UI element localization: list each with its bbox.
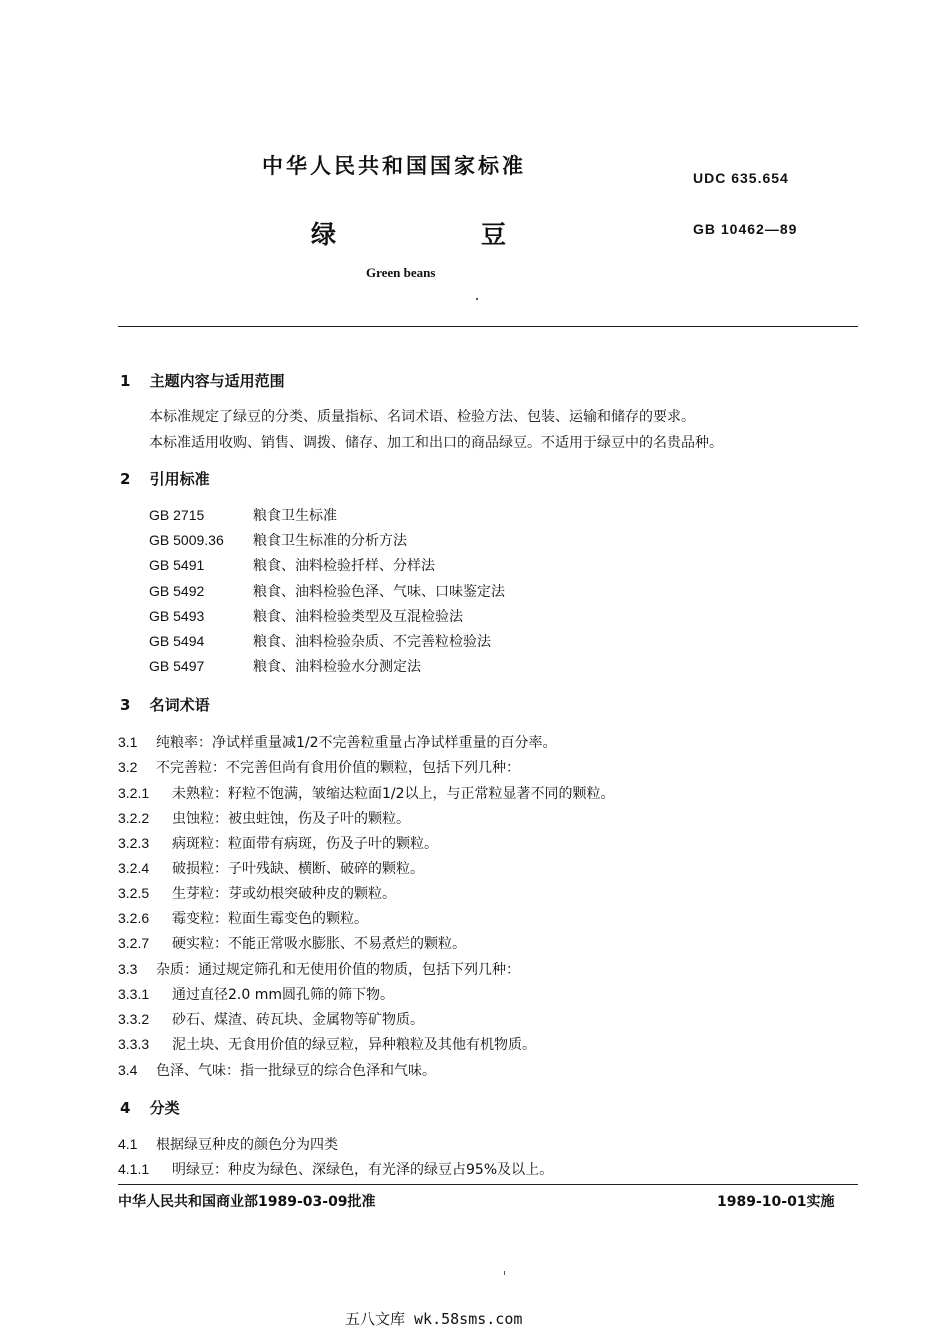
footer-rule — [118, 1184, 858, 1185]
term-row — [118, 1009, 424, 1029]
term-row — [118, 808, 410, 828]
section-3-heading — [120, 694, 210, 715]
section-title: 分类 — [149, 1099, 180, 1117]
section-number: 1 — [120, 372, 131, 390]
reference-row — [149, 581, 505, 601]
class-number: 4.1 — [118, 1136, 138, 1152]
class-text: 根据绿豆种皮的颜色分为四类 — [156, 1137, 338, 1153]
term-row — [118, 732, 557, 752]
reference-code: GB 2715 — [149, 507, 205, 523]
reference-category: 粮食、油料检验 — [253, 634, 351, 650]
term-number: 3.2.4 — [118, 860, 150, 876]
term-text: 破损粒：子叶残缺、横断、破碎的颗粒。 — [172, 861, 424, 877]
term-row — [118, 783, 615, 803]
reference-row — [149, 631, 491, 651]
term-text: 砂石、煤渣、砖瓦块、金属物等矿物质。 — [172, 1012, 424, 1028]
term-number: 3.2.7 — [118, 935, 150, 951]
class-number: 4.1.1 — [118, 1161, 150, 1177]
term-row — [118, 984, 394, 1004]
term-row — [118, 833, 438, 853]
section-title: 引用标准 — [149, 470, 210, 488]
term-row — [118, 858, 424, 878]
reference-code: GB 5493 — [149, 608, 205, 624]
section-number: 3 — [120, 696, 131, 714]
watermark: 五八文库 wk.58sms.com — [345, 1310, 523, 1328]
term-row — [118, 908, 368, 928]
class-text: 明绿豆：种皮为绿色、深绿色，有光泽的绿豆占95%及以上。 — [172, 1162, 554, 1178]
term-row — [118, 933, 466, 953]
scan-speck — [476, 298, 478, 300]
term-number: 3.2.5 — [118, 885, 150, 901]
approval-line: 中华人民共和国商业部1989-03-09批准 — [118, 1194, 376, 1210]
section-4-heading — [120, 1097, 180, 1118]
reference-row — [149, 555, 435, 575]
header-rule — [118, 326, 858, 327]
term-text: 未熟粒：籽粒不饱满，皱缩达粒面1/2以上，与正常粒显著不同的颗粒。 — [172, 786, 615, 802]
term-text: 泥土块、无食用价值的绿豆粒，异种粮粒及其他有机物质。 — [172, 1037, 536, 1053]
term-row — [118, 883, 396, 903]
effective-date: 1989-10-01实施 — [717, 1194, 835, 1210]
section-number: 2 — [120, 470, 131, 488]
term-number: 3.2 — [118, 759, 138, 775]
reference-method: 色泽、气味、口味鉴定法 — [351, 584, 505, 600]
term-text: 通过直径2.0 mm圆孔筛的筛下物。 — [172, 987, 394, 1003]
term-number: 3.2.1 — [118, 785, 150, 801]
paragraph: 本标准适用收购、销售、调拨、储存、加工和出口的商品绿豆。不适用于绿豆中的名贵品种。 — [149, 435, 723, 451]
term-row — [118, 757, 520, 777]
doc-title-left: 绿 — [311, 220, 337, 249]
reference-category: 粮食、油料检验 — [253, 609, 351, 625]
term-number: 3.3.3 — [118, 1036, 150, 1052]
reference-code: GB 5492 — [149, 583, 205, 599]
term-number: 3.3 — [118, 961, 138, 977]
term-text: 生芽粒：芽或幼根突破种皮的颗粒。 — [172, 886, 396, 902]
term-text: 纯粮率：净试样重量减1/2不完善粒重量占净试样重量的百分率。 — [156, 735, 557, 751]
section-2-heading — [120, 468, 210, 489]
term-text: 霉变粒：粒面生霉变色的颗粒。 — [172, 911, 368, 927]
term-number: 3.2.6 — [118, 910, 150, 926]
gb-code: GB 10462—89 — [693, 221, 798, 237]
org-title: 中华人民共和国国家标准 — [262, 154, 526, 178]
term-number: 3.2.2 — [118, 810, 150, 826]
paragraph: 本标准规定了绿豆的分类、质量指标、名词术语、检验方法、包装、运输和储存的要求。 — [149, 409, 695, 425]
section-1-heading — [120, 370, 285, 391]
reference-category: 粮食、油料检验 — [253, 659, 351, 675]
term-number: 3.4 — [118, 1062, 138, 1078]
scan-speck — [504, 1271, 505, 1275]
term-text: 不完善粒：不完善但尚有食用价值的颗粒，包括下列几种： — [156, 760, 520, 776]
reference-method: 水分测定法 — [351, 659, 421, 675]
reference-method: 类型及互混检验法 — [351, 609, 463, 625]
section-title: 主题内容与适用范围 — [149, 372, 285, 390]
term-text: 虫蚀粒：被虫蛀蚀，伤及子叶的颗粒。 — [172, 811, 410, 827]
term-text: 病斑粒：粒面带有病斑，伤及子叶的颗粒。 — [172, 836, 438, 852]
class-row — [118, 1134, 338, 1154]
term-text: 杂质：通过规定筛孔和无使用价值的物质，包括下列几种： — [156, 962, 520, 978]
reference-category: 粮食卫生标准 — [253, 508, 337, 524]
class-row — [118, 1159, 553, 1179]
doc-title-right: 豆 — [481, 220, 507, 249]
reference-code: GB 5491 — [149, 557, 205, 573]
reference-code: GB 5494 — [149, 633, 205, 649]
term-text: 色泽、气味：指一批绿豆的综合色泽和气味。 — [156, 1063, 436, 1079]
section-number: 4 — [120, 1099, 131, 1117]
term-row — [118, 1034, 536, 1054]
english-title: Green beans — [366, 265, 436, 280]
reference-method: 杂质、不完善粒检验法 — [351, 634, 491, 650]
reference-row — [149, 530, 407, 550]
section-title: 名词术语 — [149, 696, 210, 714]
reference-category: 粮食卫生标准的分析方法 — [253, 533, 407, 549]
reference-row — [149, 656, 421, 676]
term-row — [118, 1060, 436, 1080]
reference-code: GB 5497 — [149, 658, 205, 674]
term-number: 3.3.1 — [118, 986, 150, 1002]
term-number: 3.1 — [118, 734, 138, 750]
term-number: 3.3.2 — [118, 1011, 150, 1027]
udc-code: UDC 635.654 — [693, 170, 789, 186]
term-number: 3.2.3 — [118, 835, 150, 851]
term-row — [118, 959, 520, 979]
reference-category: 粮食、油料检验 — [253, 558, 351, 574]
reference-row — [149, 606, 463, 626]
reference-code: GB 5009.36 — [149, 532, 224, 548]
term-text: 硬实粒：不能正常吸水膨胀、不易煮烂的颗粒。 — [172, 936, 466, 952]
reference-row — [149, 505, 351, 525]
reference-category: 粮食、油料检验 — [253, 584, 351, 600]
reference-method: 扦样、分样法 — [351, 558, 435, 574]
